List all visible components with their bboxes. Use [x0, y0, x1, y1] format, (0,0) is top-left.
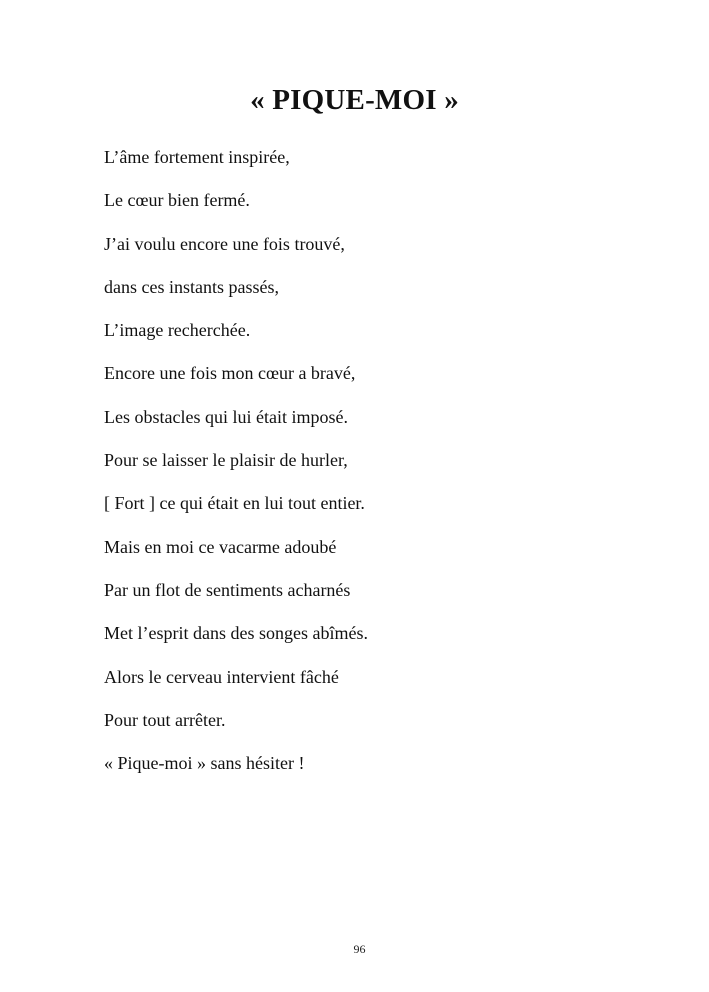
poem-line: Pour tout arrêter. [104, 709, 226, 730]
poem-line: L’image recherchée. [104, 320, 251, 341]
poem-line: Encore une fois mon cœur a bravé, [104, 363, 356, 384]
poem-title: « PIQUE-MOI » [250, 84, 459, 116]
poem-body [104, 144, 664, 793]
poem-line: J’ai voulu encore une fois trouvé, [104, 233, 345, 254]
poem-line: Met l’esprit dans des songes abîmés. [104, 623, 368, 644]
poem-line: L’âme fortement inspirée, [104, 147, 290, 167]
poem-line: Par un flot de sentiments acharnés [104, 579, 351, 600]
poem-line: [ Fort ] ce qui était en lui tout entier. [104, 493, 365, 514]
poem-line: Le cœur bien fermé. [104, 190, 250, 211]
poem-line: Pour se laisser le plaisir de hurler, [104, 450, 348, 471]
poem-line: « Pique-moi » sans hésiter ! [104, 753, 305, 774]
poem-line: dans ces instants passés, [104, 276, 279, 297]
poem-line: Les obstacles qui lui était imposé. [104, 406, 348, 427]
poem-line: Alors le cerveau intervient fâché [104, 666, 339, 687]
poem-line: Mais en moi ce vacarme adoubé [104, 536, 337, 557]
page-number: 96 [353, 942, 366, 956]
